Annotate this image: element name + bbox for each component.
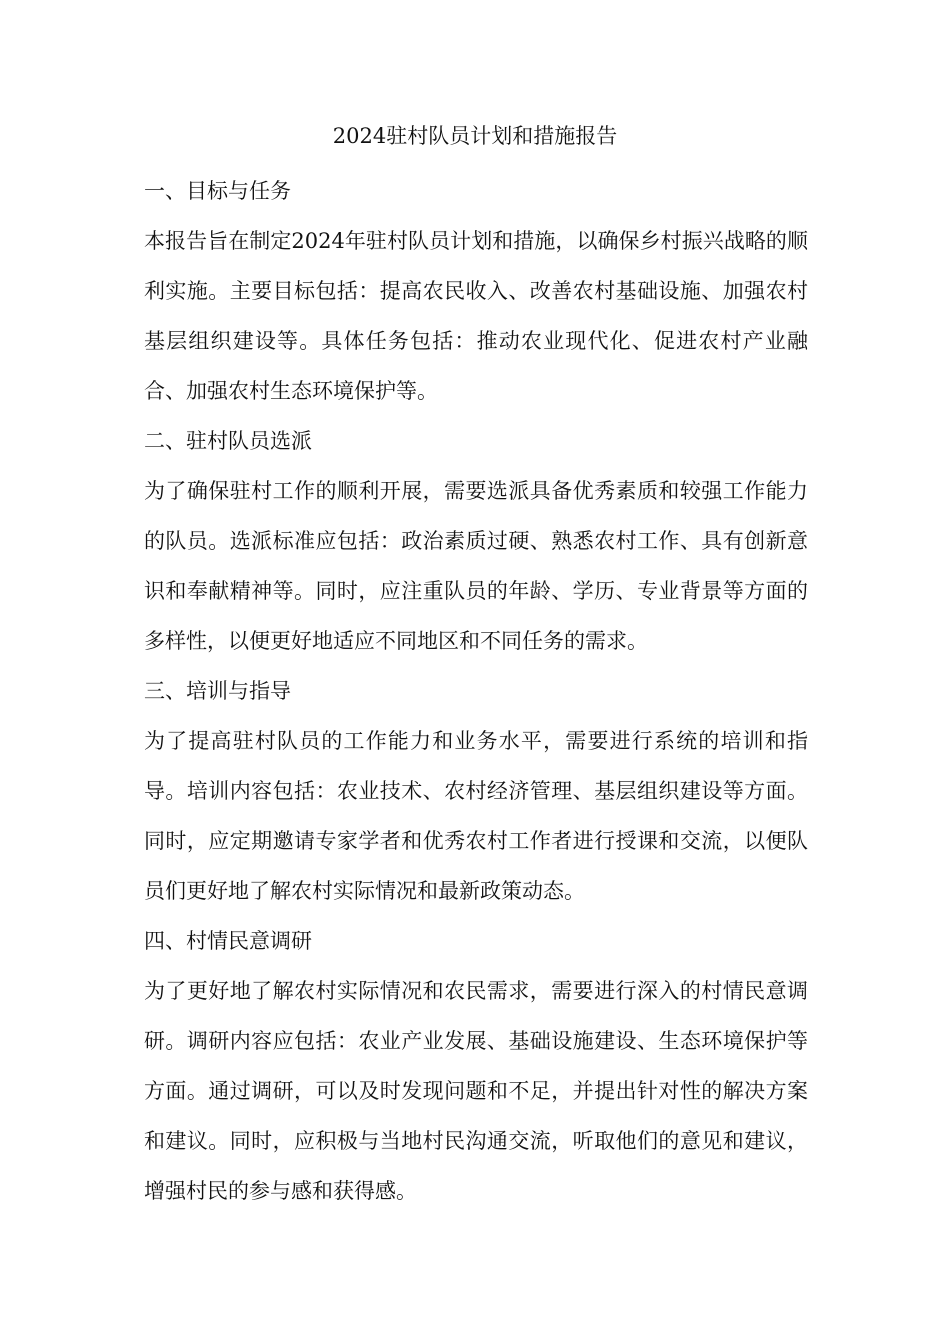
section-paragraph: 为了更好地了解农村实际情况和农民需求，需要进行深入的村情民意调研。调研内容应包括：农业产业发展、基础设施建设、生态环境保护等方面。通过调研，可以及时发现问题和不足，并提出针对性的解决方案和建议。同时，应积极与当地村民沟通交流，听取他们的意见和建议，增强村民的参与感和获得感。 <box>144 979 808 1203</box>
section-heading: 三、培训与指导 <box>144 679 291 703</box>
section-heading: 二、驻村队员选派 <box>144 429 312 453</box>
section-heading: 一、目标与任务 <box>144 179 291 203</box>
section-paragraph: 为了提高驻村队员的工作能力和业务水平，需要进行系统的培训和指导。培训内容包括：农业技术、农村经济管理、基层组织建设等方面。同时，应定期邀请专家学者和优秀农村工作者进行授课和交流，以便队员们更好地了解农村实际情况和最新政策动态。 <box>144 729 808 903</box>
document-body <box>144 166 808 1216</box>
section-goals-and-tasks <box>144 166 808 416</box>
section-paragraph: 本报告旨在制定2024年驻村队员计划和措施，以确保乡村振兴战略的顺利实施。主要目标包括：提高农民收入、改善农村基础设施、加强农村基层组织建设等。具体任务包括：推动农业现代化、促进农村产业融合、加强农村生态环境保护等。 <box>144 229 808 403</box>
section-training-guidance <box>144 666 808 916</box>
section-member-selection <box>144 416 808 666</box>
section-heading: 四、村情民意调研 <box>144 929 312 953</box>
section-paragraph: 为了确保驻村工作的顺利开展，需要选派具备优秀素质和较强工作能力的队员。选派标准应包括：政治素质过硬、熟悉农村工作、具有创新意识和奉献精神等。同时，应注重队员的年龄、学历、专业背景等方面的多样性，以便更好地适应不同地区和不同任务的需求。 <box>144 479 808 653</box>
section-village-survey <box>144 916 808 1216</box>
document-title: 2024驻村队员计划和措施报告 <box>332 124 618 148</box>
